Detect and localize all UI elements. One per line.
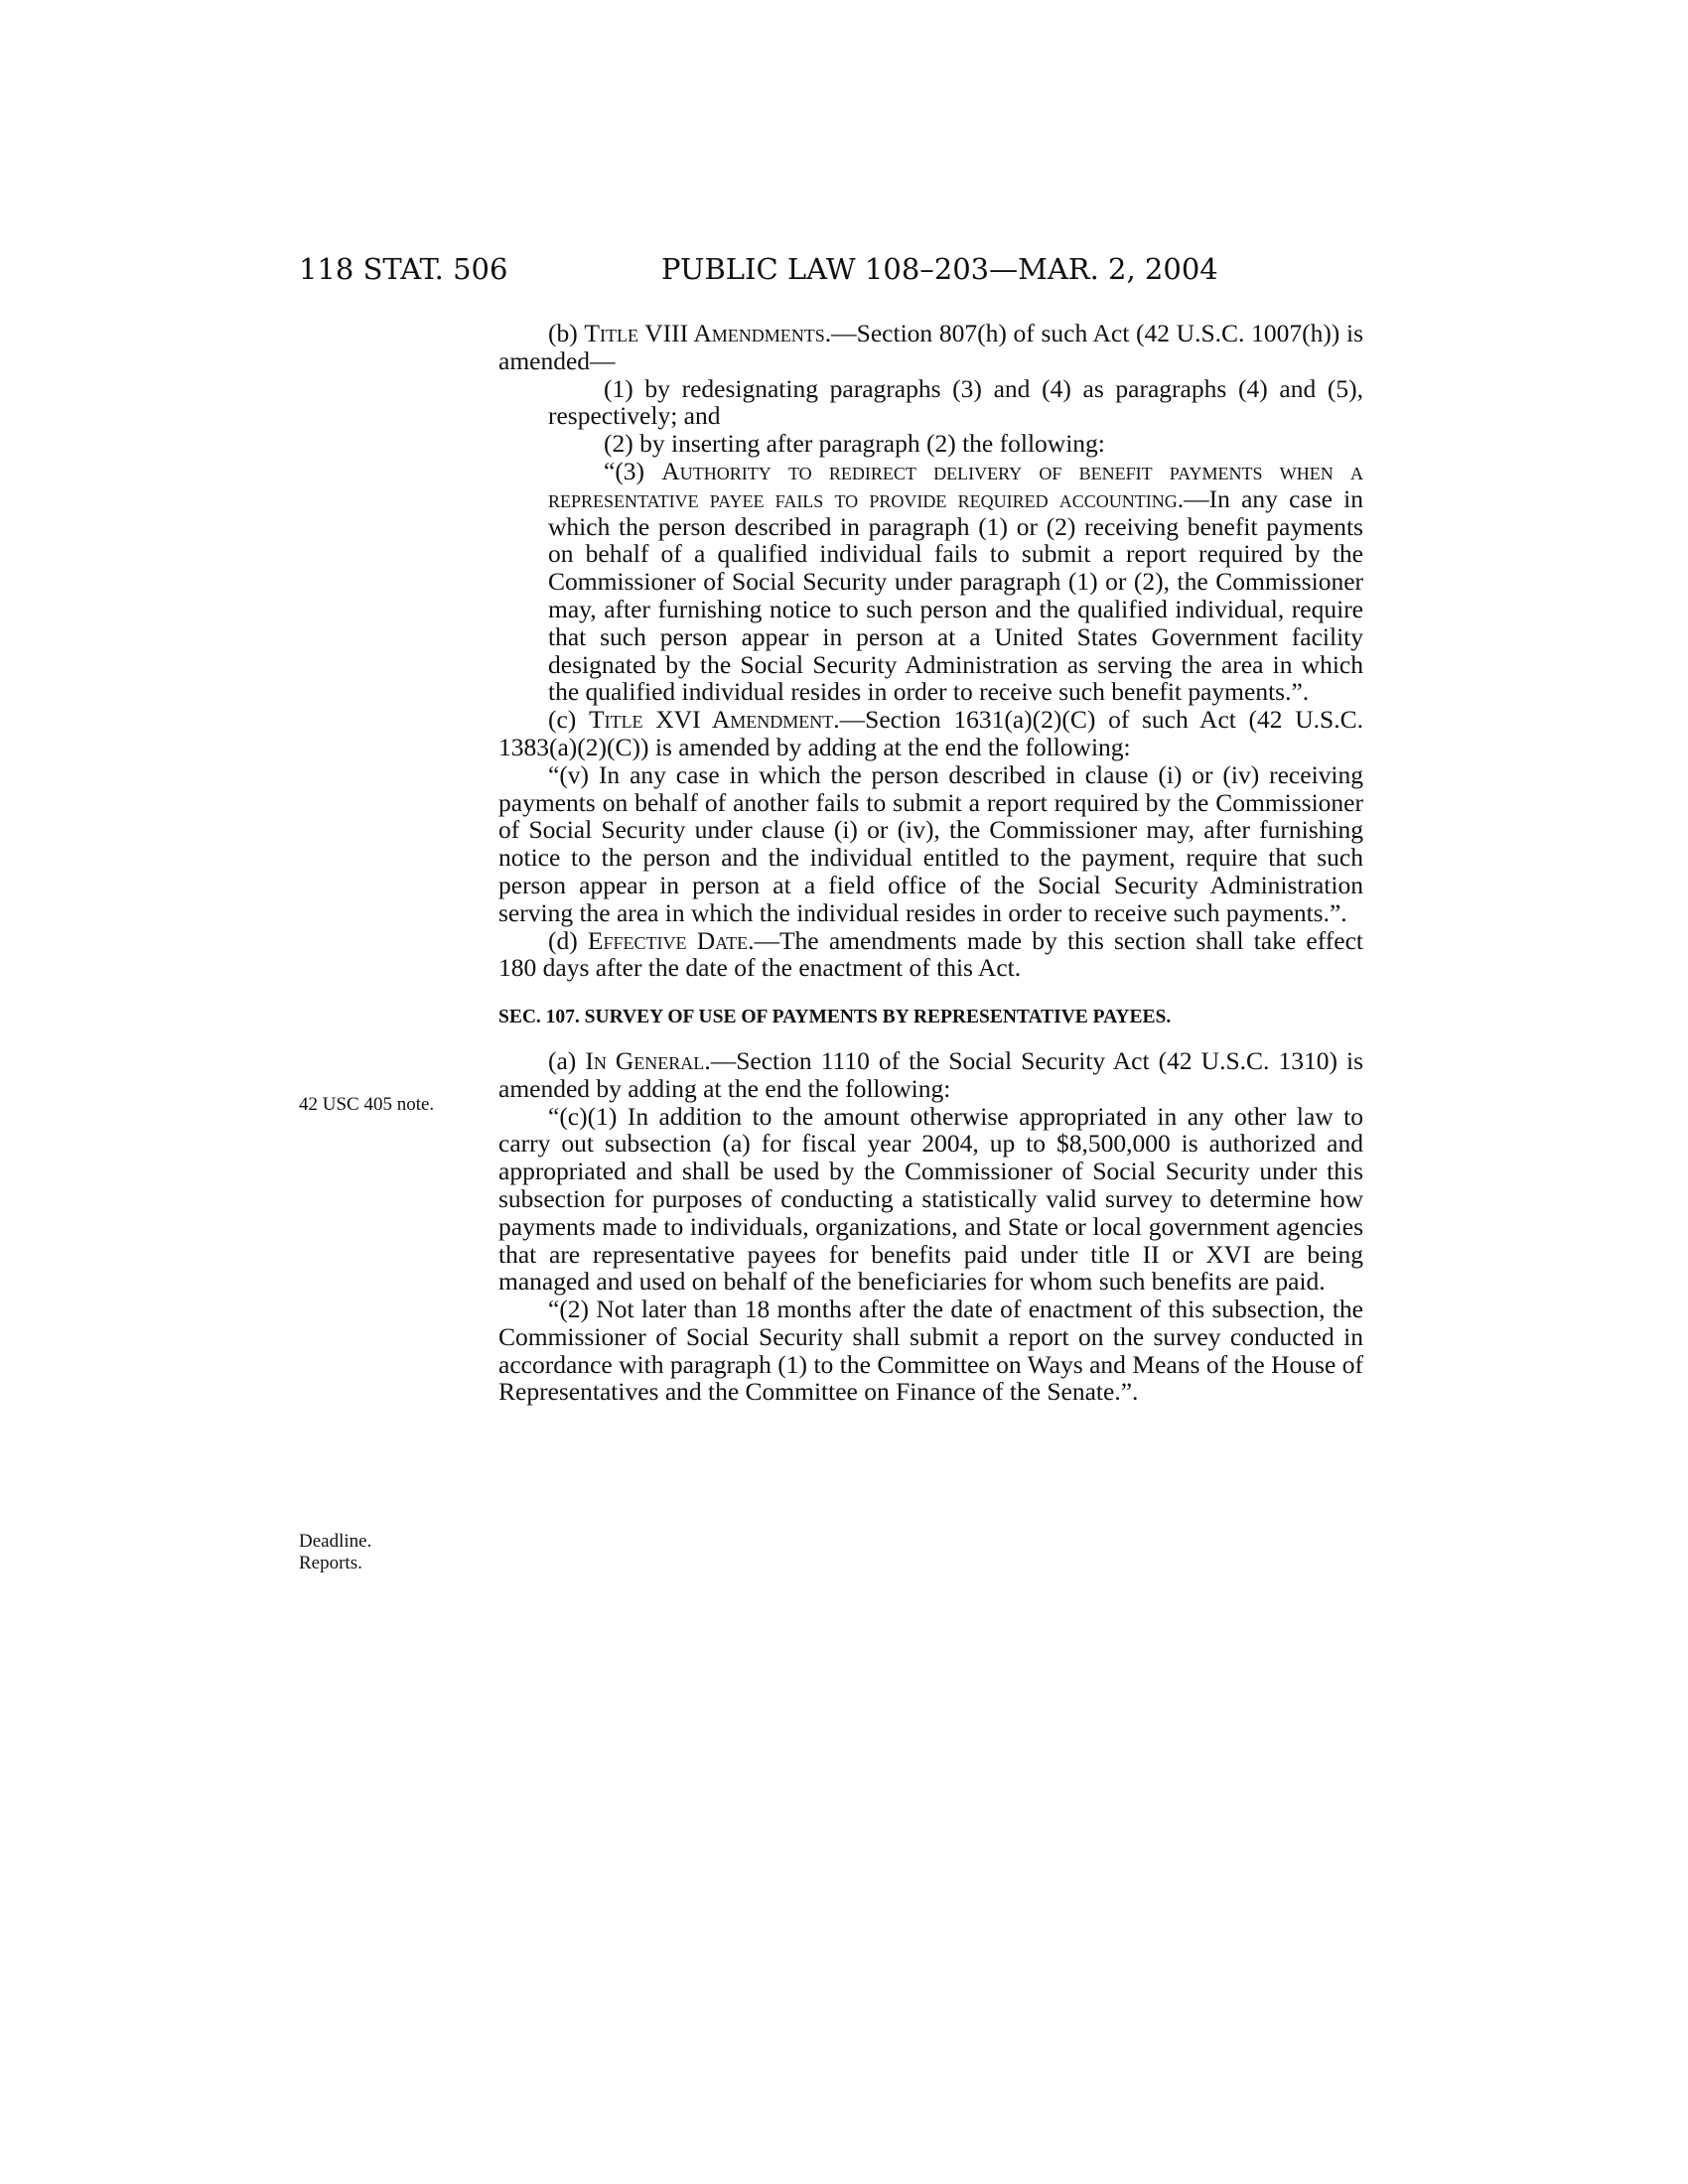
paragraph-caption: Title VIII Amendments: [584, 319, 825, 347]
paragraph-label: (c): [548, 705, 589, 735]
paragraph-b-2: (2) by inserting after paragraph (2) the following:: [604, 429, 1105, 459]
paragraph-caption: Authority to redirect delivery of benefit payments when a representative payee fails to provide required accounting: [548, 456, 1363, 513]
paragraph-label: “(3): [604, 456, 662, 485]
paragraph-107-c-2: “(2) Not later than 18 months after the date of enactment of this subsection, the Commissioner of Social Security shall submit a report on the survey conducted in accordance with paragraph (1) to the Committee on Ways and Means of the House of Representatives and the Committee on Finance of the Senate.”.: [498, 1295, 1363, 1407]
paragraph-text: .—The amendments made by this section shall take effect 180 days after the date of the enactment of this Act.: [498, 925, 1363, 983]
paragraph-text: .—Section 1631(a)(2)(C) of such Act (42 U.S.C. 1383(a)(2)(C)) is amended by adding at the end the following:: [498, 705, 1363, 761]
margin-note-usc: [299, 1094, 434, 1116]
paragraph-text: .—Section 1110 of the Social Security Act (42 U.S.C. 1310) is amended by adding at the end the following:: [498, 1045, 1363, 1103]
margin-note-deadline-text: Deadline.: [299, 1531, 372, 1552]
paragraph-107-c-1: “(c)(1) In addition to the amount otherwise appropriated in any other law to carry out subsection (a) for fiscal year 2004, up to $8,500,000 is authorized and appropriated and shall be used by the Commissioner of Social Security under this subsection for purposes of conducting a statistically valid survey to determine how payments made to individuals, organizations, and State or local government agencies that are representative payees for benefits paid under title II or XVI are being managed and used on behalf of the beneficiaries for whom such benefits are paid.: [498, 1101, 1363, 1297]
paragraph-b: [498, 320, 1363, 375]
public-law-title: PUBLIC LAW 108–203—MAR. 2, 2004: [661, 252, 1218, 286]
page-header: [0, 252, 1688, 292]
paragraph-d: [498, 927, 1363, 983]
stat-page-number: 118 STAT. 506: [299, 252, 508, 286]
margin-note-deadline: [299, 1531, 371, 1574]
paragraph-label: (a): [548, 1045, 586, 1075]
paragraph-label: (d): [548, 925, 588, 955]
paragraph-c: [498, 706, 1363, 761]
paragraph-text: .—In any case in which the person described in paragraph (1) or (2) receiving benefit payments on behalf of a qualified individual fails to submit a report required by the Commissioner of Social Security under paragraph (1) or (2), the Commissioner may, after furnishing notice to such person and the qualified individual, require that such person appear in person at a United States Government facility designated by the Social Security Administration as serving the area in which the qualified individual resides in order to receive such benefit payments.”.: [548, 483, 1363, 707]
margin-note-usc-text: 42 USC 405 note.: [299, 1094, 435, 1115]
paragraph-caption: Title XVI Amendment: [589, 705, 834, 735]
body-text: [498, 320, 1363, 1406]
section-heading: SEC. 107. SURVEY OF USE OF PAYMENTS BY REPRESENTATIVE PAYEES.: [498, 1007, 1172, 1028]
paragraph-caption: In General: [585, 1045, 705, 1075]
paragraph-107-a: [498, 1047, 1363, 1103]
paragraph-caption: Effective Date: [587, 925, 749, 955]
paragraph-b-1: (1) by redesignating paragraphs (3) and (4) as paragraphs (4) and (5), respectively; and: [548, 373, 1363, 431]
paragraph-c-v: “(v) In any case in which the person described in clause (i) or (iv) receiving payments on behalf of another fails to submit a report required by the Commissioner of Social Security under clause (i) or (iv), the Commissioner may, after furnishing notice to the person and the individual entitled to the payment, require that such person appear in person at a field office of the Social Security Administration serving the area in which the individual resides in order to receive such payments.”.: [498, 759, 1363, 927]
paragraph-text: .—Section 807(h) of such Act (42 U.S.C. 1007(h)) is amended—: [498, 319, 1363, 375]
paragraph-label: (b): [548, 319, 585, 347]
paragraph-b-2-3: [498, 458, 1363, 706]
margin-note-reports-text: Reports.: [299, 1553, 362, 1573]
